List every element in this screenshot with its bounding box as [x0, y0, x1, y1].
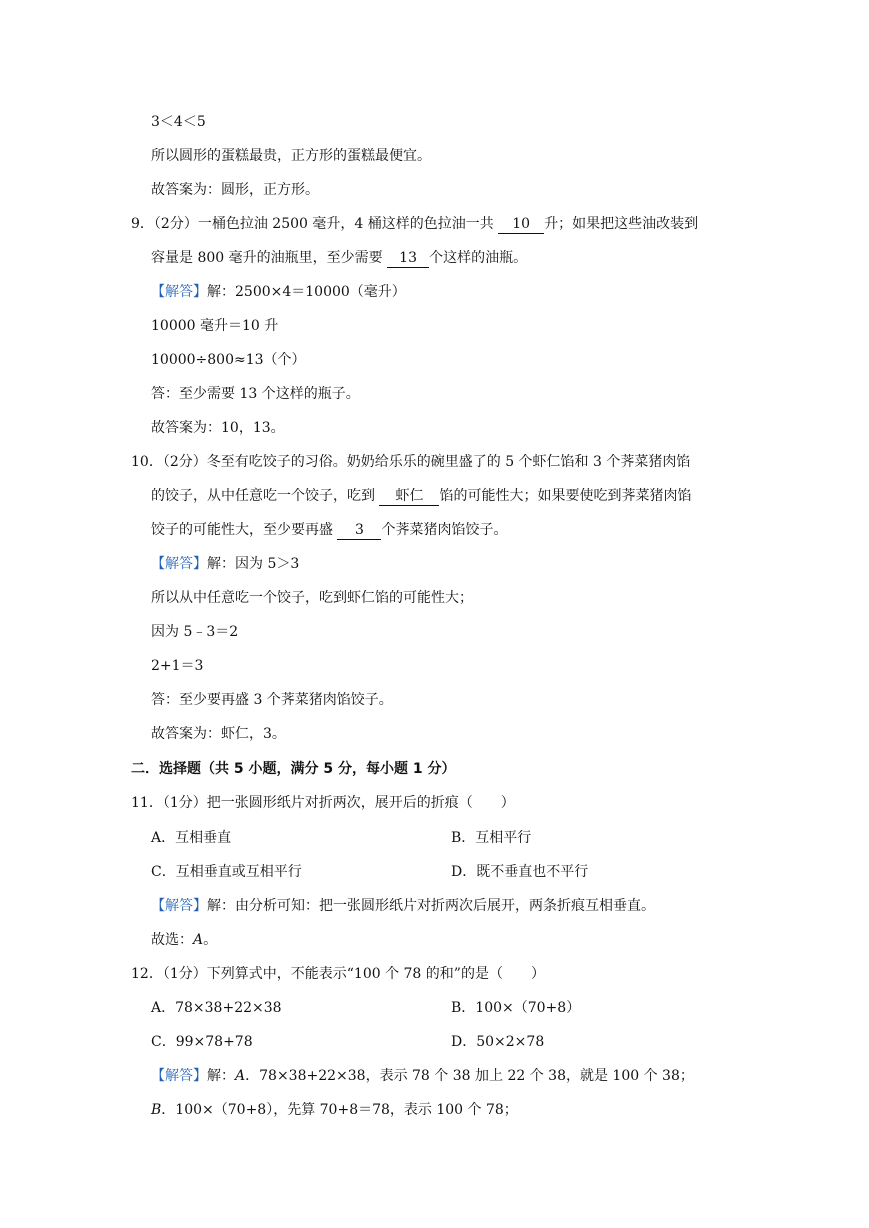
- prev-line-3: 故答案为：圆形，正方形。: [151, 182, 319, 198]
- q12-solution-text: ．100×（70+8），先算 70+8＝78，表示 100 个 78；: [161, 1102, 518, 1118]
- q11-option-b: B．互相平行: [451, 830, 532, 846]
- q11-solution-text: 解：由分析可知：把一张圆形纸片对折两次后展开，两条折痕互相垂直。: [207, 898, 655, 914]
- q10-text: 馅的可能性大；如果要使吃到荠菜猪肉馅: [439, 488, 692, 504]
- q10-blank-2: 3: [337, 522, 381, 540]
- q10-text: 的饺子，从中任意吃一个饺子，吃到: [151, 488, 380, 504]
- q9-solution-2: 10000 毫升＝10 升: [151, 318, 279, 334]
- q12-solution-text: ．78×38+22×38，表示 78 个 38 加上 22 个 38，就是 100 个 38；: [245, 1068, 694, 1084]
- q10-solution-1: [151, 554, 299, 574]
- q11-option-d: D．既不垂直也不平行: [451, 864, 589, 880]
- q11-option-a: A．互相垂直: [151, 830, 232, 846]
- q10-text: 冬至有吃饺子的习俗。奶奶给乐乐的碗里盛了的 5 个虾仁馅和 3 个荠菜猪肉馅: [206, 454, 691, 470]
- q11-number: 11．: [131, 795, 163, 811]
- q11-solution-2: [151, 930, 217, 950]
- q12-option-letter: B: [151, 1102, 162, 1118]
- q10-line-1: [131, 452, 690, 472]
- q12-option-c: C．99×78+78: [151, 1034, 253, 1050]
- q12-option-letter: A: [235, 1068, 246, 1084]
- answer-tag: 【解答】: [151, 556, 207, 572]
- q9-line-2: [151, 248, 527, 268]
- q9-number: 9．: [131, 216, 154, 232]
- q12-line-1: [131, 964, 545, 984]
- q10-solution-5: 答：至少要再盛 3 个荠菜猪肉馅饺子。: [151, 692, 393, 708]
- q10-solution-text: 解：因为 5＞3: [207, 556, 300, 572]
- q9-solution-5: 故答案为：10，13。: [151, 420, 285, 436]
- q12-number: 12．: [131, 966, 163, 982]
- q9-text: 一桶色拉油 2500 毫升，4 桶这样的色拉油一共: [197, 216, 499, 232]
- q10-line-2: [151, 486, 691, 506]
- q10-text: 饺子的可能性大，至少要再盛: [151, 522, 338, 538]
- q9-score: （2分）: [153, 216, 198, 232]
- prev-line-2: 所以圆形的蛋糕最贵，正方形的蛋糕最便宜。: [151, 148, 431, 164]
- q9-solution-4: 答：至少需要 13 个这样的瓶子。: [151, 386, 360, 402]
- q9-text: 升；如果把这些油改装到: [544, 216, 699, 232]
- q10-text: 个荠菜猪肉馅饺子。: [381, 522, 508, 538]
- q10-solution-6: 故答案为：虾仁，3。: [151, 726, 286, 742]
- q11-option-c: C．互相垂直或互相平行: [151, 864, 302, 880]
- q12-score: （1分）: [162, 966, 207, 982]
- q11-line-1: [131, 793, 515, 813]
- q9-blank-1: 10: [498, 216, 544, 234]
- q11-choice-letter: A: [193, 932, 204, 948]
- q12-solution-2: [151, 1100, 518, 1120]
- q9-text: 个这样的油瓶。: [429, 250, 528, 266]
- q9-solution-3: 10000÷800≈13（个）: [151, 352, 306, 368]
- q12-solution-1: [151, 1066, 694, 1086]
- answer-tag: 【解答】: [151, 284, 207, 300]
- q11-text: 把一张圆形纸片对折两次，展开后的折痕（ ）: [206, 795, 515, 811]
- q11-solution-1: [151, 896, 655, 916]
- q9-solution-text: 解：2500×4＝10000（毫升）: [207, 284, 406, 300]
- q10-line-3: [151, 520, 507, 540]
- q9-text: 容量是 800 毫升的油瓶里，至少需要: [151, 250, 388, 266]
- q10-score: （2分）: [162, 454, 207, 470]
- q12-option-a: A．78×38+22×38: [151, 1000, 282, 1016]
- q9-line-1: [131, 214, 698, 234]
- q10-solution-2: 所以从中任意吃一个饺子，吃到虾仁馅的可能性大；: [151, 590, 473, 606]
- q10-solution-3: 因为 5﹣3＝2: [151, 624, 239, 640]
- answer-tag: 【解答】: [151, 898, 207, 914]
- answer-tag: 【解答】: [151, 1068, 207, 1084]
- q12-text: 下列算式中，不能表示“100 个 78 的和”的是（ ）: [206, 966, 545, 982]
- q11-choice-suffix: 。: [203, 932, 218, 948]
- q10-solution-4: 2+1＝3: [151, 658, 204, 674]
- q12-option-d: D．50×2×78: [451, 1034, 545, 1050]
- q12-option-b: B．100×（70+8）: [451, 1000, 581, 1016]
- q10-blank-1: 虾仁: [379, 488, 439, 506]
- q12-solution-prefix: 解：: [207, 1068, 235, 1084]
- q11-score: （1分）: [162, 795, 207, 811]
- section-heading: 二．选择题（共 5 小题，满分 5 分，每小题 1 分）: [131, 761, 456, 777]
- q9-blank-2: 13: [387, 250, 429, 268]
- q10-number: 10．: [131, 454, 163, 470]
- prev-line-1: 3＜4＜5: [151, 114, 206, 130]
- q9-solution-1: [151, 282, 406, 302]
- q11-choice-prefix: 故选：: [151, 932, 193, 948]
